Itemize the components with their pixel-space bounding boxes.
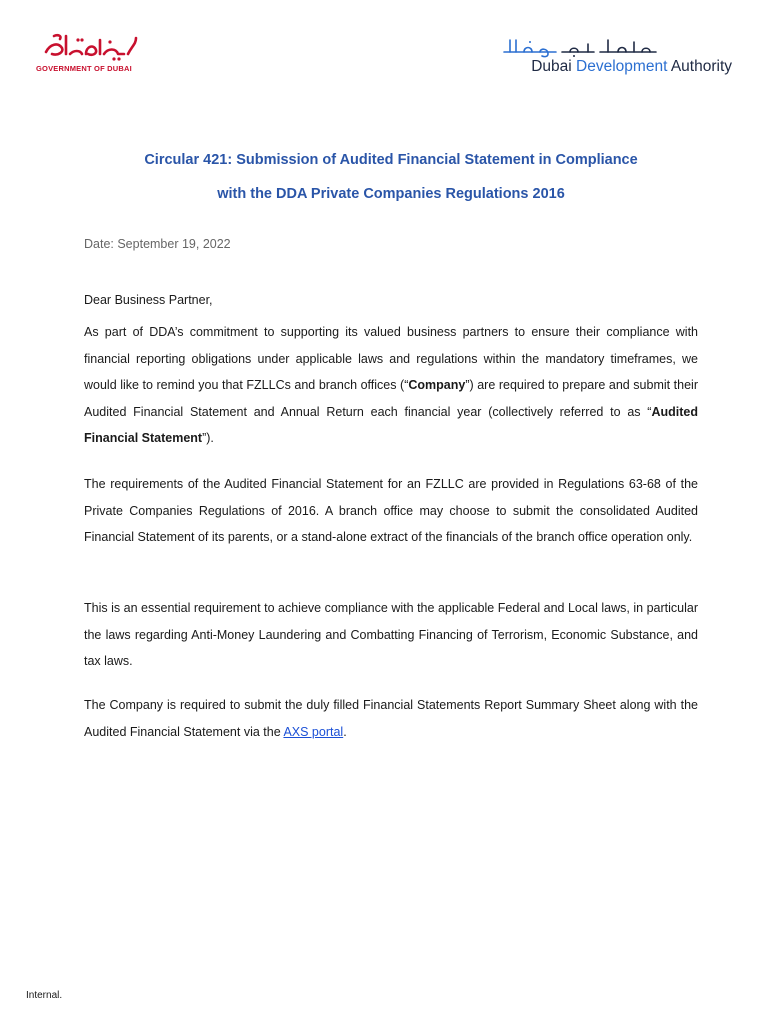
government-of-dubai-arabic-wordmark: [40, 30, 140, 62]
government-of-dubai-caption: GOVERNMENT OF DUBAI: [36, 64, 132, 73]
circular-title-line-1: Circular 421: Submission of Audited Financial Statement in Compliance: [144, 152, 638, 168]
paragraph-2: The requirements of the Audited Financial Statement for an FZLLC are provided in Regulations 63-68 of the Private Companies Regulations of 2016. A branch office may choose to submit the consolidated Audited Financial Statement of its parents, or a stand-alone extract of the financials of the branch office operation only.: [84, 477, 698, 545]
paragraph-4-text-a: The Company is required to submit the duly filled Financial Statements Report Summary Sheet along with the Audited Financial Statement via the: [84, 698, 698, 739]
paragraph-1-text-b: ”) are required to prepare and submit their Audited Financial Statement and Annual Return each financial year (collectively referred to as “: [84, 378, 698, 419]
classification-label: Internal.: [26, 990, 63, 1001]
dda-brand-dubai: Dubai: [531, 58, 572, 75]
axs-portal-link[interactable]: AXS portal: [283, 724, 344, 739]
dda-brand-authority: Authority: [670, 58, 732, 75]
paragraph-4: [84, 692, 698, 745]
paragraph-1-text-c: ”).: [202, 431, 214, 446]
dda-logo: [492, 36, 732, 84]
dda-brand-development: Development: [576, 58, 668, 75]
company-term: Company: [408, 378, 466, 393]
salutation: Dear Business Partner,: [84, 293, 213, 307]
paragraph-3: This is an essential requirement to achieve compliance with the applicable Federal and Local laws, in particular the laws regarding Anti-Money Laundering and Combatting Financing of Terrorism, Economic Substance, and tax laws.: [84, 601, 698, 669]
paragraph-1: [84, 319, 698, 452]
circular-date: Date: September 19, 2022: [84, 237, 231, 251]
paragraph-4-text-b: .: [343, 724, 347, 739]
dda-arabic-wordmark: [500, 36, 660, 58]
audited-financial-statement-term: Audited Financial Statement: [84, 404, 698, 446]
dda-wordmark: [531, 58, 732, 76]
government-of-dubai-logo: [36, 30, 144, 78]
paragraph-1-text-a: As part of DDA’s commitment to supporting its valued business partners to ensure their compliance with financial reporting obligations under applicable laws and regulations within the mandatory timeframes, we would like to remind you that FZLLCs and branch offices (“: [84, 325, 698, 393]
circular-title-line-2: with the DDA Private Companies Regulations 2016: [217, 186, 565, 202]
